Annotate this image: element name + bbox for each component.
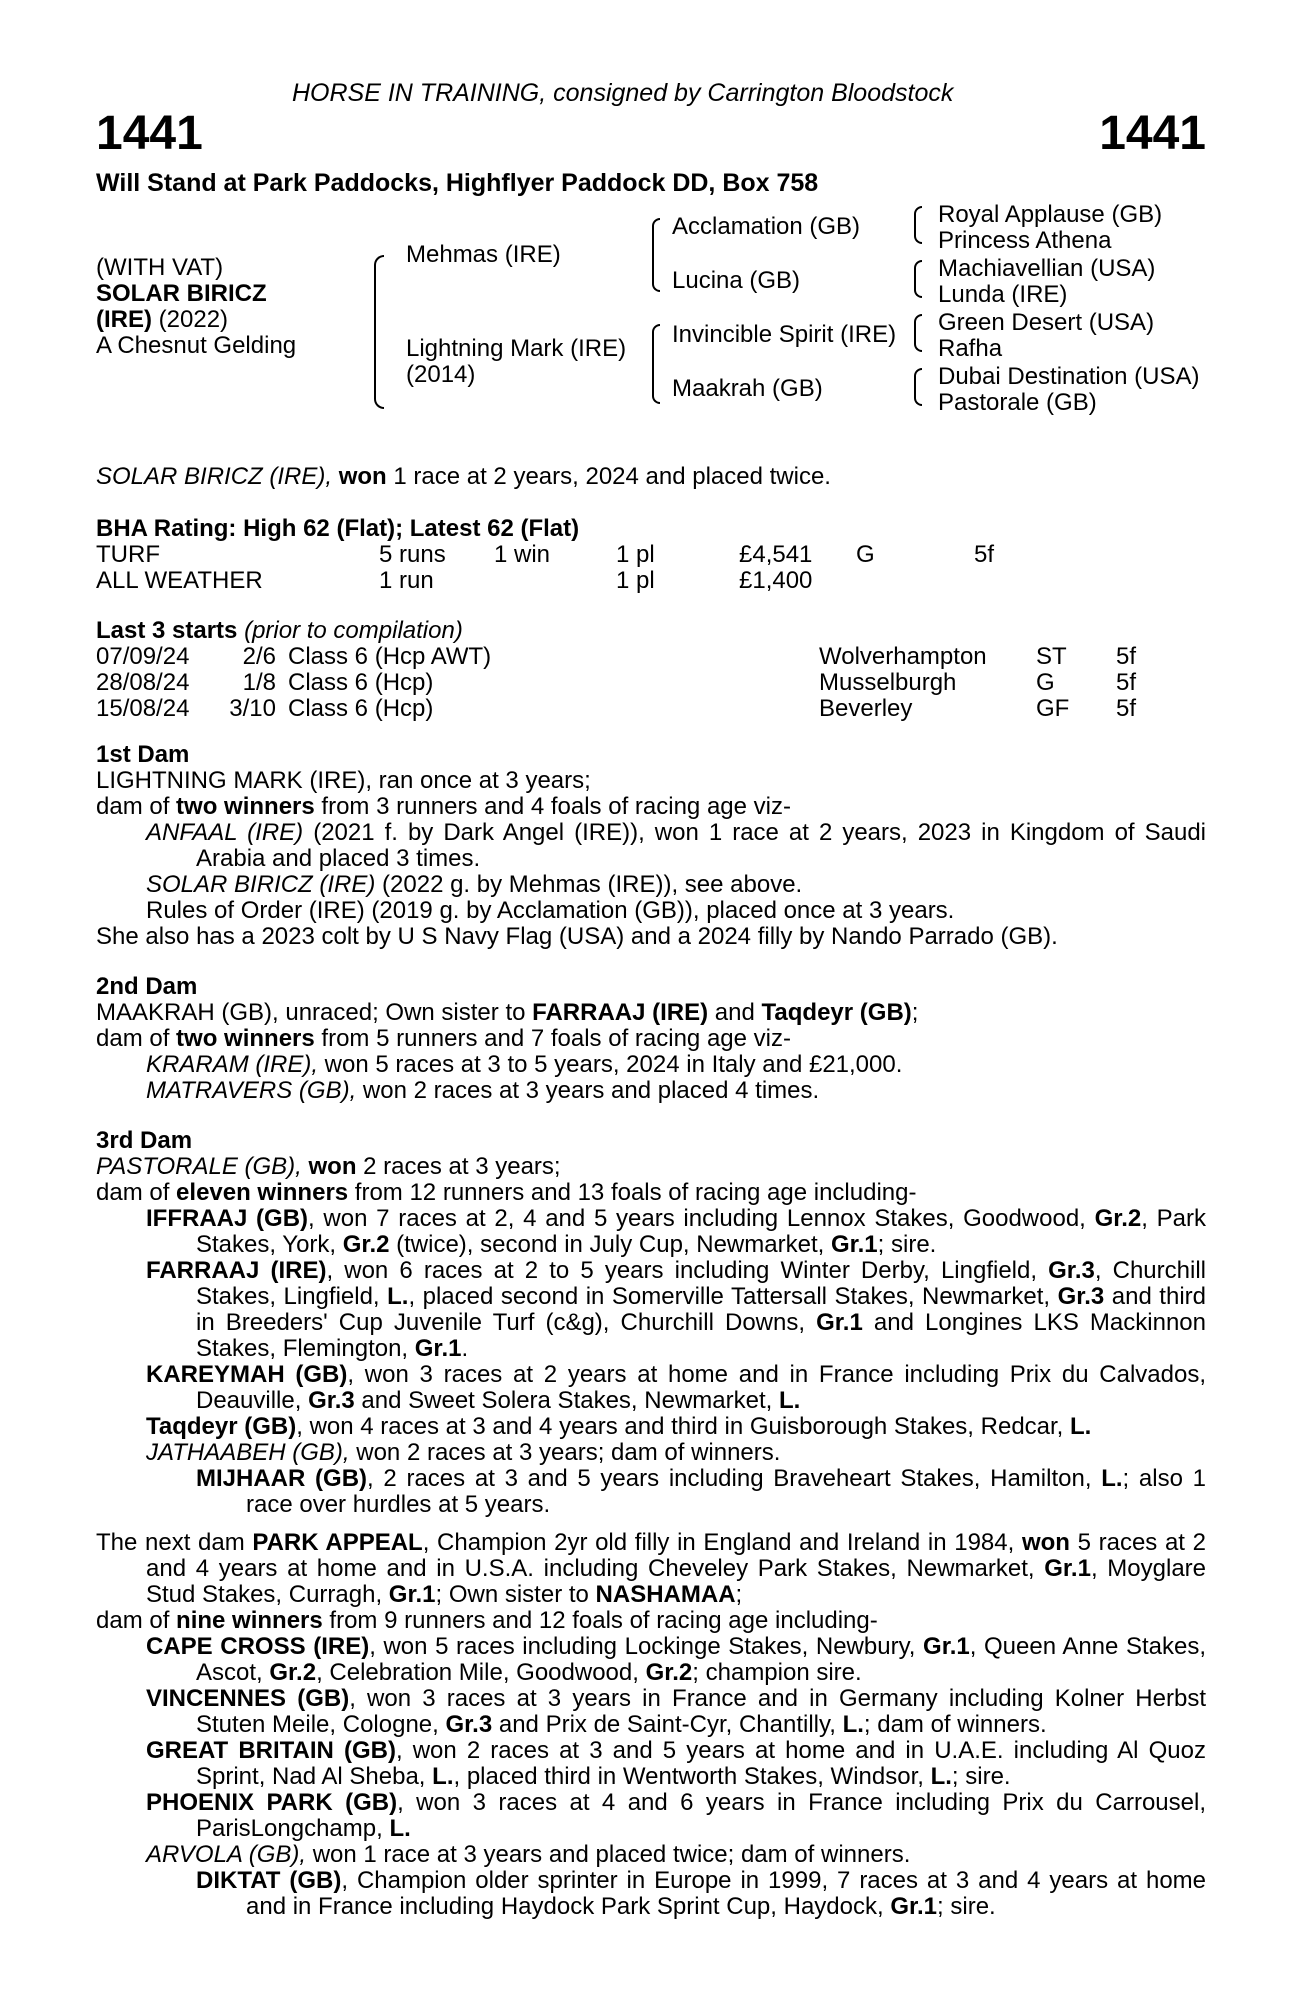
third-dam-line: PASTORALE (GB), won 2 races at 3 years; [96, 1153, 561, 1180]
progeny-arvola: ARVOLA (GB), won 1 race at 3 years and placed twice; dam of winners. [146, 1841, 911, 1868]
third-dam-section [96, 1128, 1206, 1518]
progeny-mijhaar: MIJHAAR (GB), 2 races at 3 and 5 years including Braveheart Stakes, Hamilton, L.; also 1 race over hurdles at 5 years. [196, 1465, 1206, 1518]
race-summary: SOLAR BIRICZ (IRE), won 1 race at 2 years, 2024 and placed twice. [96, 463, 831, 490]
pedigree-brace-ds [914, 314, 922, 352]
last-starts-title: Last 3 starts (prior to compilation) [96, 617, 463, 644]
progeny-rules-of-order: Rules of Order (IRE) (2019 g. by Acclamation (GB)), placed once at 3 years. [146, 897, 955, 924]
progeny-great-britain: GREAT BRITAIN (GB), won 2 races at 3 and 5 years at home and in U.A.E. including Al Quoz Sprint, Nad Al Sheba, L., placed third in Wentworth Stakes, Windsor, L.; sire. [146, 1737, 1206, 1790]
pedigree-dsd: Rafha [938, 335, 1003, 362]
lot-number-left: 1441 [96, 107, 203, 160]
vat-note: (WITH VAT) [96, 254, 224, 281]
progeny-taqdeyr: Taqdeyr (GB), won 4 races at 3 and 4 years and third in Guisborough Stakes, Redcar, L. [146, 1413, 1092, 1440]
progeny-phoenix-park: PHOENIX PARK (GB), won 3 races at 4 and 6 years in France including Prix du Carrousel, ParisLongchamp, L. [146, 1789, 1206, 1842]
rating-section [96, 516, 1206, 594]
progeny-anfaal: ANFAAL (IRE) (2021 f. by Dark Angel (IRE)), won 1 race at 2 years, 2023 in Kingdom of Saudi Arabia and placed 3 times. [146, 819, 1206, 872]
rating-row: TURF 5 runs 1 win 1 pl £4,541 G 5f [96, 541, 995, 568]
start-row: 07/09/24 2/6 Class 6 (Hcp AWT) Wolverhampton ST 5f [96, 643, 1137, 670]
progeny-diktat: DIKTAT (GB), Champion older sprinter in Europe in 1999, 7 races at 3 and 4 years at home and in France including Haydock Park Sprint Cup, Haydock, Gr.1; sire. [196, 1867, 1207, 1920]
first-dam-produce: dam of two winners from 3 runners and 4 foals of racing age viz- [96, 793, 791, 820]
catalogue-page [96, 0, 1206, 2000]
pedigree-dam-year: (2014) [406, 361, 476, 388]
last-starts-section [96, 618, 1206, 722]
lot-number-right: 1441 [1099, 107, 1206, 160]
pedigree-sire: Mehmas (IRE) [406, 241, 561, 268]
progeny-matravers: MATRAVERS (GB), won 2 races at 3 years and placed 4 times. [146, 1077, 820, 1104]
horse-description: A Chesnut Gelding [96, 332, 297, 359]
progeny-vincennes: VINCENNES (GB), won 3 races at 3 years in France and in Germany including Kolner Herbst Stuten Meile, Cologne, Gr.3 and Prix de Saint-Cyr, Chantilly, L.; dam of winners. [146, 1685, 1206, 1738]
progeny-farraaj: FARRAAJ (IRE), won 6 races at 2 to 5 years including Winter Derby, Lingfield, Gr.3, Churchill Stakes, Lingfield, L., placed second in Somerville Tattersall Stakes, Newmarket, Gr.3 and third in Breeders' Cup Juvenile Turf (c&g), Churchill Downs, Gr.1 and Longines LKS Mackinnon Stakes, Flemington, Gr.1. [146, 1257, 1206, 1362]
start-row: 28/08/24 1/8 Class 6 (Hcp) Musselburgh G 5f [96, 669, 1137, 696]
first-dam-title: 1st Dam [96, 741, 190, 768]
first-dam-section [96, 742, 1206, 950]
pedigree-sire-sire: Acclamation (GB) [672, 213, 861, 240]
progeny-iffraaj: IFFRAAJ (GB), won 7 races at 2, 4 and 5 years including Lennox Stakes, Goodwood, Gr.2, Park Stakes, York, Gr.2 (twice), second in July Cup, Newmarket, Gr.1; sire. [146, 1205, 1206, 1258]
second-dam-line: MAAKRAH (GB), unraced; Own sister to FARRAAJ (IRE) and Taqdeyr (GB); [96, 999, 919, 1026]
pedigree-brace-main [374, 255, 384, 409]
pedigree-sdd: Lunda (IRE) [938, 281, 1068, 308]
consignor-heading: HORSE IN TRAINING, consigned by Carrington Bloodstock [292, 79, 954, 107]
horse-name: SOLAR BIRICZ [96, 280, 267, 307]
rating-row: ALL WEATHER 1 run 1 pl £1,400 [96, 567, 813, 594]
pedigree-dam-dam: Maakrah (GB) [672, 375, 823, 402]
progeny-kareymah: KAREYMAH (GB), won 3 races at 2 years at home and in France including Prix du Calvados, Deauville, Gr.3 and Sweet Solera Stakes, Newmarket, L. [146, 1361, 1206, 1414]
rating-title: BHA Rating: High 62 (Flat); Latest 62 (Flat) [96, 515, 580, 542]
pedigree-brace-dd [914, 368, 922, 406]
pedigree-brace-sire [652, 218, 660, 292]
pedigree-brace-sd [914, 260, 922, 298]
progeny-solar-biricz: SOLAR BIRICZ (IRE) (2022 g. by Mehmas (IRE)), see above. [146, 871, 803, 898]
pedigree-sire-dam: Lucina (GB) [672, 267, 801, 294]
pedigree-brace-ss [914, 206, 922, 244]
pedigree-brace-dam [652, 324, 660, 404]
pedigree-dam: Lightning Mark (IRE) [406, 335, 627, 362]
stand-location: Will Stand at Park Paddocks, Highflyer Paddock DD, Box 758 [96, 169, 819, 197]
pedigree-dam-sire: Invincible Spirit (IRE) [672, 321, 897, 348]
pedigree-dds: Dubai Destination (USA) [938, 363, 1200, 390]
start-row: 15/08/24 3/10 Class 6 (Hcp) Beverley GF 5f [96, 695, 1137, 722]
next-dam-section [96, 1530, 1206, 1920]
third-dam-title: 3rd Dam [96, 1127, 193, 1154]
pedigree-dss: Green Desert (USA) [938, 309, 1155, 336]
pedigree-sss: Royal Applause (GB) [938, 201, 1163, 228]
first-dam-line: LIGHTNING MARK (IRE), ran once at 3 years; [96, 767, 591, 794]
progeny-cape-cross: CAPE CROSS (IRE), won 5 races including Lockinge Stakes, Newbury, Gr.1, Queen Anne Stakes, Ascot, Gr.2, Celebration Mile, Goodwood, Gr.2; champion sire. [146, 1633, 1206, 1686]
second-dam-section [96, 974, 1206, 1104]
progeny-jathaabeh: JATHAABEH (GB), won 2 races at 3 years; dam of winners. [146, 1439, 781, 1466]
third-dam-produce: dam of eleven winners from 12 runners and 13 foals of racing age including- [96, 1179, 917, 1206]
progeny-kraram: KRARAM (IRE), won 5 races at 3 to 5 years, 2024 in Italy and £21,000. [146, 1051, 903, 1078]
second-dam-title: 2nd Dam [96, 973, 198, 1000]
first-dam-also: She also has a 2023 colt by U S Navy Flag (USA) and a 2024 filly by Nando Parrado (GB). [96, 923, 1058, 950]
pedigree-ddd: Pastorale (GB) [938, 389, 1097, 416]
second-dam-produce: dam of two winners from 5 runners and 7 foals of racing age viz- [96, 1025, 791, 1052]
next-dam-line: The next dam PARK APPEAL, Champion 2yr old filly in England and Ireland in 1984, won 5 races at 2 and 4 years at home and in U.S.A. including Cheveley Park Stakes, Newmarket, Gr.1, Moyglare Stud Stakes, Curragh, Gr.1; Own sister to NASHAMAA; [96, 1529, 1207, 1608]
pedigree-ssd: Princess Athena [938, 227, 1112, 254]
next-dam-produce: dam of nine winners from 9 runners and 12 foals of racing age including- [96, 1607, 878, 1634]
horse-origin-year: (IRE) (2022) [96, 306, 229, 333]
pedigree-sds: Machiavellian (USA) [938, 255, 1156, 282]
